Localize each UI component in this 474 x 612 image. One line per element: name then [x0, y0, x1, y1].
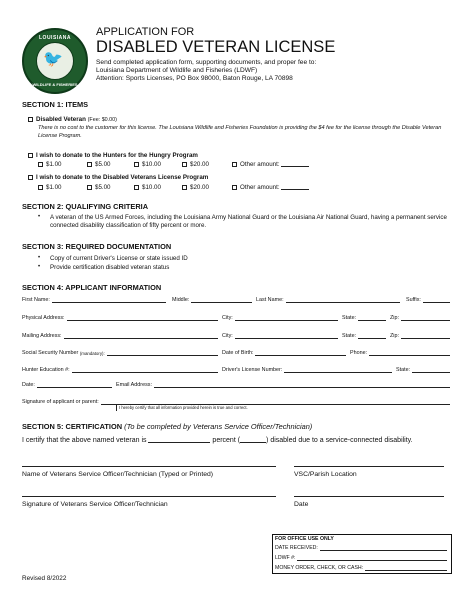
payment-row	[275, 565, 449, 571]
bullet-dot: •	[38, 255, 41, 261]
last-name-field[interactable]	[256, 297, 402, 303]
header-address: Attention: Sports Licenses, PO Box 98000, Baton Rouge, LA 70898	[96, 75, 293, 82]
signature-label: Signature of applicant or parent:	[22, 399, 99, 405]
amount-label: $1.00	[46, 161, 62, 168]
amount-label: $1.00	[46, 184, 62, 191]
other-amount-label: Other amount:	[240, 161, 280, 168]
mailing-state-field[interactable]	[342, 333, 388, 339]
officer-name-label: Name of Veterans Service Officer/Technician (Typed or Printed)	[22, 471, 214, 478]
item-note: There is no cost to the customer for this license. The Louisiana Wildlife and Fisheries Foundation is providing the $4 fee for the license through the Disable Veteran License Program.	[38, 125, 442, 139]
header-instructions: Send completed application form, supporting documents, and proper fee to:	[96, 59, 317, 66]
physical-address-field[interactable]	[22, 315, 220, 321]
disabled-veteran-item	[28, 116, 117, 123]
donate-veterans-label: I wish to donate to the Disabled Veterans License Program	[36, 174, 209, 181]
donate-hunters-label: I wish to donate to the Hunters for the Hungry Program	[36, 152, 198, 159]
amount-checkbox[interactable]	[38, 162, 43, 167]
payment-field[interactable]	[365, 565, 447, 571]
section5-heading	[22, 422, 312, 431]
ldwf-number-field[interactable]	[297, 555, 447, 561]
pelican-icon: 🐦	[43, 51, 63, 68]
amount-label: $10.00	[142, 184, 161, 191]
item-fee: (Fee: $0.00)	[87, 117, 117, 123]
dob-field[interactable]	[222, 350, 348, 356]
amount-checkbox[interactable]	[87, 185, 92, 190]
suffix-label: Suffix:	[406, 297, 421, 303]
donate-veterans-checkbox[interactable]	[28, 175, 33, 180]
amount-label: $5.00	[95, 184, 111, 191]
donate-veterans-row	[28, 174, 208, 181]
seal-top-text: LOUISIANA	[39, 35, 71, 41]
amount-checkbox[interactable]	[134, 162, 139, 167]
section3-title: SECTION 3: REQUIRED DOCUMENTATION	[22, 242, 172, 251]
officer-signature-line[interactable]	[22, 496, 276, 497]
signature-divider	[116, 404, 117, 411]
state-label: State:	[342, 315, 357, 321]
email-field[interactable]	[116, 382, 452, 388]
criteria-text: A veteran of the US Armed Forces, including the Louisiana Army National Guard or the Louisiana Air National Guard, having a permanent service connected disability classification of fifty percent or more.	[50, 214, 447, 229]
middle-name-field[interactable]	[172, 297, 254, 303]
parish-line[interactable]	[294, 466, 444, 467]
drivers-license-label: Driver's License Number:	[222, 367, 283, 373]
hunter-education-field[interactable]	[22, 367, 220, 373]
first-name-field[interactable]	[22, 297, 168, 303]
certify-part-b: percent (	[212, 437, 241, 444]
section2-title: SECTION 2: QUALIFYING CRITERIA	[22, 202, 149, 211]
certify-part-c: ) disabled due to a service-connected disability.	[266, 437, 413, 444]
amount-checkbox[interactable]	[87, 162, 92, 167]
date-received-row	[275, 545, 449, 551]
suffix-field[interactable]	[406, 297, 452, 303]
city-label: City:	[222, 315, 233, 321]
certify-part-a: I certify that the above named veteran is	[22, 437, 147, 444]
section4-title: SECTION 4: APPLICANT INFORMATION	[22, 283, 162, 292]
drivers-license-field[interactable]	[222, 367, 394, 373]
seal-bottom-text: WILDLIFE & FISHERIES	[32, 82, 78, 87]
dob-label: Date of Birth:	[222, 350, 254, 356]
amount-label: $20.00	[190, 161, 209, 168]
ssn-mandatory-note: (mandatory):	[79, 351, 105, 356]
mailing-address-field[interactable]	[22, 333, 220, 339]
donate-hunters-row	[28, 152, 198, 159]
dl-state-field[interactable]	[396, 367, 452, 373]
hunter-education-label: Hunter Education #:	[22, 367, 70, 373]
physical-state-field[interactable]	[342, 315, 388, 321]
physical-zip-field[interactable]	[390, 315, 452, 321]
ldwf-number-row	[275, 555, 449, 561]
office-use-title: FOR OFFICE USE ONLY	[275, 536, 334, 542]
date-received-field[interactable]	[320, 545, 447, 551]
page-title: DISABLED VETERAN LICENSE	[96, 38, 336, 56]
parish-label: VSC/Parish Location	[294, 471, 357, 478]
ssn-label: Social Security Number	[22, 350, 79, 356]
zip-label: Zip:	[390, 315, 399, 321]
other-amount-checkbox[interactable]	[232, 185, 237, 190]
other-amount-checkbox[interactable]	[232, 162, 237, 167]
revised-date: Revised 8/2022	[22, 575, 67, 582]
amount-label: $5.00	[95, 161, 111, 168]
phone-field[interactable]	[350, 350, 452, 356]
payment-label: MONEY ORDER, CHECK, OR CASH:	[275, 565, 364, 571]
amount-label: $20.00	[190, 184, 209, 191]
zip-label: Zip:	[390, 333, 399, 339]
amount-checkbox[interactable]	[182, 185, 187, 190]
amount-checkbox[interactable]	[134, 185, 139, 190]
state-label: State:	[396, 367, 411, 373]
bullet-dot: •	[38, 214, 41, 220]
mailing-city-field[interactable]	[222, 333, 340, 339]
ldwf-number-label: LDWF #:	[275, 555, 296, 561]
date-received-label: DATE RECEIVED:	[275, 545, 318, 551]
mailing-zip-field[interactable]	[390, 333, 452, 339]
mailing-address-label: Mailing Address:	[22, 333, 62, 339]
header-application-for: APPLICATION FOR	[96, 26, 195, 38]
disabled-veteran-checkbox[interactable]	[28, 117, 33, 122]
state-label: State:	[342, 333, 357, 339]
physical-address-label: Physical Address:	[22, 315, 65, 321]
other-amount-field[interactable]	[281, 184, 309, 190]
email-label: Email Address:	[116, 382, 152, 388]
header-department: Louisiana Department of Wildlife and Fisheries (LDWF)	[96, 67, 258, 74]
section5-note: (To be completed by Veterans Service Officer/Technician)	[124, 422, 313, 431]
certification-statement	[22, 437, 413, 444]
certification-date-line[interactable]	[294, 496, 444, 497]
phone-label: Phone:	[350, 350, 368, 356]
certification-date-label: Date	[294, 501, 309, 508]
officer-signature-label: Signature of Veterans Service Officer/Technician	[22, 501, 168, 508]
date-field[interactable]	[22, 382, 114, 388]
physical-city-field[interactable]	[222, 315, 340, 321]
other-amount-label: Other amount:	[240, 184, 280, 191]
other-amount-field[interactable]	[281, 161, 309, 167]
doc-item: Provide certification disabled veteran status	[50, 264, 170, 271]
certify-statement: I hereby certify that all information provided herein is true and correct.	[119, 405, 248, 410]
amount-label: $10.00	[142, 161, 161, 168]
percent-field[interactable]	[148, 437, 210, 443]
ssn-field[interactable]	[22, 350, 220, 356]
doc-item: Copy of current Driver's License or state issued ID	[50, 255, 188, 262]
first-name-label: First Name:	[22, 297, 50, 303]
ldwf-seal-logo	[22, 28, 88, 94]
section5-title: SECTION 5: CERTIFICATION	[22, 422, 123, 431]
last-name-label: Last Name:	[256, 297, 284, 303]
officer-name-line[interactable]	[22, 466, 276, 467]
date-label: Date:	[22, 382, 35, 388]
amount-checkbox[interactable]	[38, 185, 43, 190]
middle-label: Middle:	[172, 297, 190, 303]
amount-checkbox[interactable]	[182, 162, 187, 167]
percent-written-field[interactable]	[240, 437, 266, 443]
office-use-box	[272, 534, 452, 574]
bullet-dot: •	[38, 264, 41, 270]
section1-title: SECTION 1: ITEMS	[22, 100, 89, 109]
item-label: Disabled Veteran	[36, 116, 86, 123]
donate-hunters-checkbox[interactable]	[28, 153, 33, 158]
city-label: City:	[222, 333, 233, 339]
